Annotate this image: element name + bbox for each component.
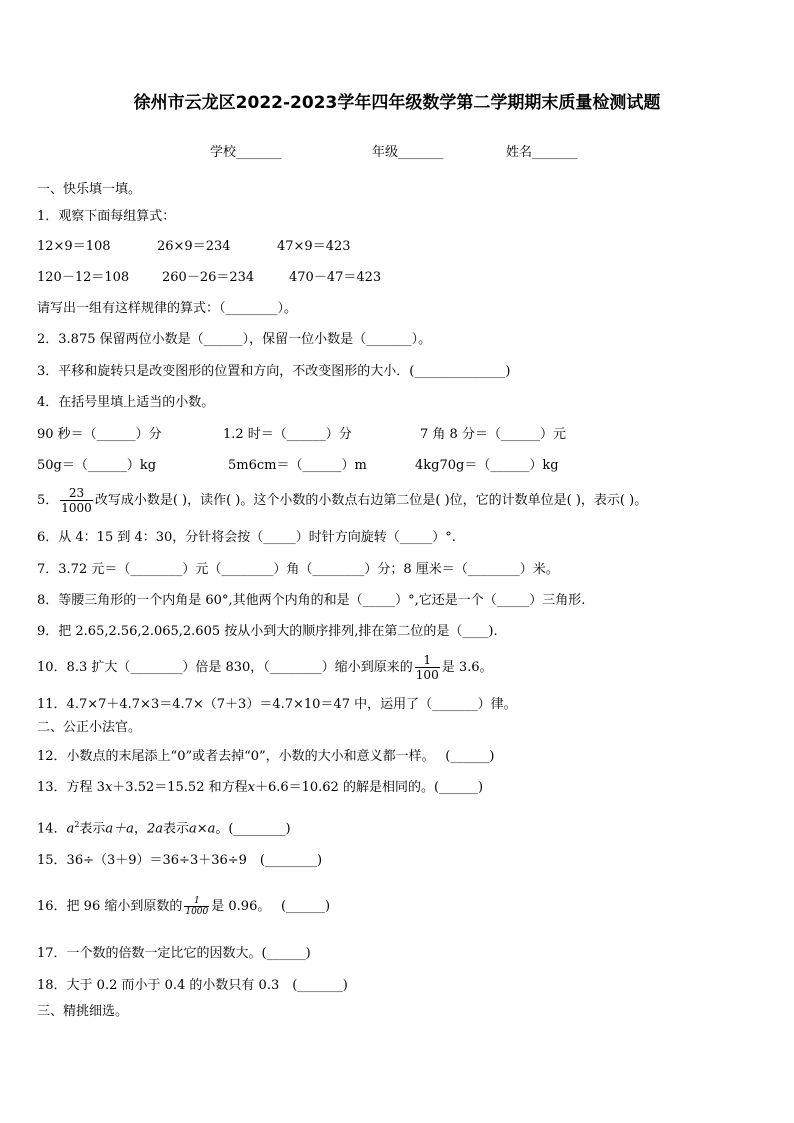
section-1-heading: 一、快乐填一填。 — [37, 182, 142, 197]
section-2-heading: 二、公正小法官。 — [37, 720, 142, 735]
equation: 47×9＝423 — [277, 239, 351, 254]
fraction-denominator: 100 — [415, 668, 439, 682]
fraction-numerator: 1 — [415, 653, 440, 668]
fraction — [60, 486, 93, 515]
equation: 470－47＝423 — [289, 270, 382, 285]
grade-field: 年级_______ — [372, 145, 444, 160]
question-9: 9．把 2.65,2.56,2.065,2.605 按从小到大的顺序排列,排在第二位的是（____). — [37, 624, 498, 639]
question-14-text: 表示 — [162, 821, 189, 837]
equation: 120－12＝108 — [37, 270, 130, 285]
fraction — [184, 896, 209, 917]
question-18: 18．大于 0.2 而小于 0.4 的小数只有 0.3 (_______) — [37, 978, 348, 993]
question-15: 15．36÷（3＋9）＝36÷3＋36÷9 (________) — [37, 853, 323, 868]
exponent: 2 — [74, 820, 80, 829]
question-16-tail: 是 0.96。 (______) — [211, 899, 331, 914]
conversion: 4kg70g＝（______）kg — [415, 458, 559, 473]
variable-a: a — [66, 821, 75, 837]
conversion: 7 角 8 分＝（______）元 — [420, 427, 566, 442]
question-13-text: ＋3.52＝15.52 和方程 — [112, 780, 248, 795]
fraction — [415, 653, 440, 682]
equation: 12×9＝108 — [37, 239, 111, 254]
variable-x: x — [104, 780, 113, 795]
school-field: 学校_______ — [210, 145, 282, 160]
question-7: 7．3.72 元＝（________）元（________）角（________）分；8 厘米＝（________）米。 — [37, 562, 559, 577]
fraction-numerator: 1 — [184, 896, 209, 907]
question-13-text: 13．方程 3 — [37, 780, 105, 795]
question-13-text: ＋6.6＝10.62 的解是相同的。(______) — [254, 780, 484, 795]
conversion: 50g＝（______）kg — [37, 458, 157, 473]
question-10-text: 10．8.3 扩大（________）倍是 830，（________）缩小到原来的 — [37, 660, 413, 675]
section-3-heading: 三、精挑细选。 — [37, 1004, 129, 1019]
fraction-denominator: 1000 — [185, 907, 209, 917]
question-11: 11．4.7×7＋4.7×3＝4.7×（7＋3）＝4.7×10＝47 中，运用了（_______）律。 — [37, 697, 517, 712]
fraction-numerator: 23 — [60, 486, 93, 501]
question-4-stem: 4．在括号里填上适当的小数。 — [37, 395, 215, 410]
question-14-text: 表示 — [79, 821, 106, 837]
question-2: 2．3.875 保留两位小数是（______），保留一位小数是（_______）。 — [37, 332, 432, 347]
question-6: 6．从 4：15 到 4：30，分针将会按（_____）时针方向旋转（_____）°. — [37, 530, 456, 545]
question-5-number: 5． — [37, 493, 59, 508]
equation: 260－26＝234 — [162, 270, 255, 285]
expression: a×a — [189, 821, 216, 837]
question-14-number: 14． — [37, 821, 67, 837]
question-5 — [37, 484, 647, 518]
question-13 — [37, 779, 483, 797]
question-12: 12．小数点的末尾添上“0”或者去掉“0”，小数的大小和意义都一样。 (______) — [37, 749, 495, 764]
variable-x: x — [247, 780, 255, 795]
conversion: 90 秒＝（______）分 — [37, 427, 162, 442]
conversion: 1.2 时＝（______）分 — [223, 427, 352, 442]
question-14-text: 。(________) — [215, 821, 291, 837]
equation: 26×9＝234 — [157, 239, 231, 254]
question-17: 17．一个数的倍数一定比它的因数大。(______) — [37, 946, 311, 961]
question-8: 8．等腰三角形的一个内角是 60°,其他两个内角的和是（_____）°,它还是一个（_____）三角形. — [37, 593, 586, 608]
question-10 — [37, 651, 493, 685]
question-5-text: 改写成小数是( )，读作( )。这个小数的小数点右边第二位是( )位，它的计数单位是( )，表示( )。 — [94, 493, 648, 508]
question-16-text: 16．把 96 缩小到原数的 — [37, 899, 183, 914]
question-14-text: ， — [133, 821, 147, 837]
question-14 — [37, 816, 291, 838]
fraction-denominator: 1000 — [61, 501, 92, 515]
name-field: 姓名_______ — [506, 145, 578, 160]
page-title: 徐州市云龙区2022-2023学年四年级数学第二学期期末质量检测试题 — [133, 93, 661, 113]
expression: a＋a — [105, 821, 134, 837]
conversion: 5m6cm＝（______）m — [228, 458, 367, 473]
question-10-tail: 是 3.6。 — [441, 660, 493, 675]
question-3: 3．平移和旋转只是改变图形的位置和方向，不改变图形的大小．(______________) — [37, 364, 511, 379]
expression: 2a — [146, 821, 163, 837]
question-1-ask: 请写出一组有这样规律的算式：（________）。 — [37, 301, 298, 316]
question-1-stem: 1．观察下面每组算式： — [37, 209, 176, 224]
question-16 — [37, 894, 330, 920]
